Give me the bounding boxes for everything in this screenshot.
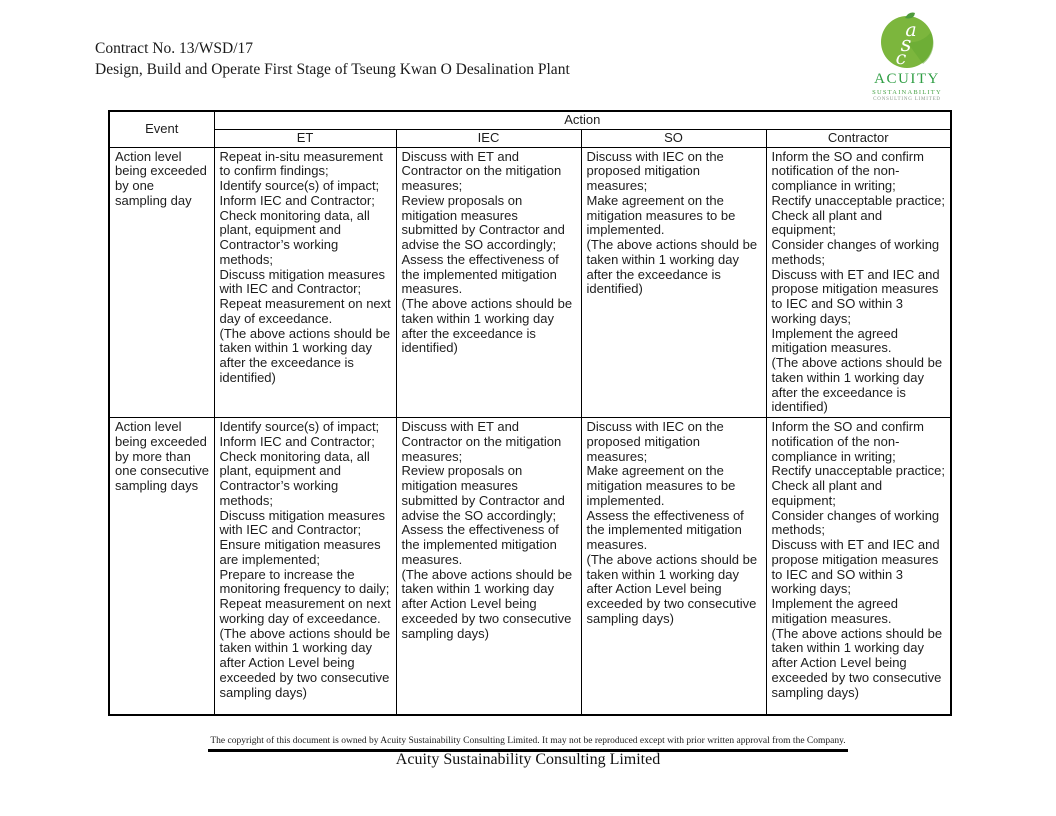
table-header — [109, 111, 951, 147]
event-cell: Action level being exceeded by more than one consecutive sampling days — [109, 418, 214, 715]
action-item: Make agreement on the mitigation measures to be implemented. — [586, 463, 736, 508]
table-header-row-1 — [109, 111, 951, 129]
svg-text:a: a — [905, 19, 917, 41]
header-col-so: SO — [581, 129, 766, 147]
action-item: Inform IEC and Contractor; — [219, 192, 375, 208]
action-item: Repeat measurement on next working day of exceedance. — [219, 596, 391, 626]
logo-subtagline: CONSULTING LIMITED — [873, 97, 941, 102]
action-plan-table — [108, 110, 952, 716]
action-item: Discuss with IEC on the proposed mitigation measures; — [586, 148, 724, 193]
action-item: Inform the SO and confirm notification of the non-compliance in writing; — [771, 419, 924, 464]
action-item: Discuss with ET and Contractor on the mitigation measures; — [401, 419, 562, 464]
action-item: Discuss with IEC on the proposed mitigation measures; — [586, 419, 724, 464]
action-item: (The above actions should be taken within 1 working day after the exceedance is identified) — [401, 296, 573, 356]
action-cell-et — [214, 418, 396, 715]
acuity-logo-icon — [878, 12, 936, 70]
action-item: Inform the SO and confirm notification of the non-compliance in writing; — [771, 148, 924, 193]
action-cell-so — [581, 418, 766, 715]
action-item: Discuss with ET and Contractor on the mitigation measures; — [401, 148, 562, 193]
action-cell-iec — [396, 418, 581, 715]
logo-tagline: SUSTAINABILITY — [872, 89, 942, 96]
action-cell-iec — [396, 147, 581, 418]
company-logo — [872, 12, 942, 102]
action-item: (The above actions should be taken within 1 working day after the exceedance is identified) — [586, 237, 758, 297]
action-item: Consider changes of working methods; — [771, 237, 940, 267]
project-title: Design, Build and Operate First Stage of Tseung Kwan O Desalination Plant — [95, 61, 570, 78]
action-item: Repeat in-situ measurement to confirm findings; — [219, 148, 383, 179]
action-item: Assess the effectiveness of the implemented mitigation measures. — [401, 522, 559, 567]
logo-brand-text: ACUITY — [874, 71, 940, 87]
action-item: Prepare to increase the monitoring frequency to daily; — [219, 566, 390, 597]
action-item: Consider changes of working methods; — [771, 507, 940, 538]
action-item: Identify source(s) of impact; — [219, 178, 380, 193]
action-item: Rectify unacceptable practice; — [771, 192, 945, 208]
table-row — [109, 147, 951, 418]
action-item: Implement the agreed mitigation measures. — [771, 325, 898, 356]
action-cell-contractor — [766, 418, 951, 715]
action-item: Review proposals on mitigation measures submitted by Contractor and advise the SO accordingly; — [401, 463, 565, 523]
action-item: Assess the effectiveness of the implemented mitigation measures. — [401, 251, 559, 297]
action-item: Discuss with ET and IEC and propose mitigation measures to IEC and SO within 3 working days; — [771, 537, 940, 597]
action-item: Check monitoring data, all plant, equipment and Contractor’s working methods; — [219, 207, 370, 267]
copyright-notice: The copyright of this document is owned by Acuity Sustainability Consulting Limited. It may not be reproduced except with prior written approval from the Company. — [210, 736, 846, 746]
table-row — [109, 418, 951, 715]
action-item: (The above actions should be taken within 1 working day after the exceedance is identified) — [771, 355, 943, 415]
footer-company-name: Acuity Sustainability Consulting Limited — [395, 751, 661, 768]
action-item: Review proposals on mitigation measures submitted by Contractor and advise the SO accordingly; — [401, 192, 565, 252]
action-item: (The above actions should be taken within 1 working day after Action Level being exceeded by two consecutive sampling days) — [219, 625, 391, 700]
action-cell-et — [214, 147, 396, 418]
action-cell-contractor — [766, 147, 951, 418]
action-item: Check all plant and equipment; — [771, 207, 883, 238]
action-item: Check monitoring data, all plant, equipment and Contractor’s working methods; — [219, 448, 370, 508]
document-header — [95, 38, 570, 80]
action-item: Discuss with ET and IEC and propose mitigation measures to IEC and SO within 3 working days; — [771, 266, 940, 326]
action-item: Rectify unacceptable practice; — [771, 463, 945, 479]
action-item: Inform IEC and Contractor; — [219, 433, 375, 449]
action-item: Repeat measurement on next day of exceedance. — [219, 296, 391, 326]
header-event: Event — [109, 111, 214, 147]
action-item: Assess the effectiveness of the implemented mitigation measures. — [586, 507, 744, 552]
action-item: Ensure mitigation measures are implemented; — [219, 537, 381, 567]
action-item: Check all plant and equipment; — [771, 478, 883, 508]
action-item: Discuss mitigation measures with IEC and Contractor; — [219, 507, 385, 538]
contract-number: Contract No. 13/WSD/17 — [95, 40, 253, 57]
action-item: (The above actions should be taken within 1 working day after Action Level being exceeded by two consecutive sampling days) — [401, 566, 573, 641]
action-item: Implement the agreed mitigation measures. — [771, 596, 898, 626]
header-col-et: ET — [214, 129, 396, 147]
header-col-iec: IEC — [396, 129, 581, 147]
action-item: Identify source(s) of impact; — [219, 419, 380, 434]
event-cell: Action level being exceeded by one sampling day — [109, 147, 214, 418]
header-action: Action — [214, 111, 951, 129]
svg-text:s: s — [900, 32, 912, 56]
action-item: Make agreement on the mitigation measures to be implemented. — [586, 192, 736, 238]
action-item: Discuss mitigation measures with IEC and Contractor; — [219, 266, 385, 297]
table-header-row-2 — [109, 129, 951, 147]
action-item: (The above actions should be taken within 1 working day after Action Level being exceeded by two consecutive sampling days) — [586, 551, 758, 626]
action-item: (The above actions should be taken within 1 working day after the exceedance is identified) — [219, 325, 391, 385]
header-col-contractor: Contractor — [766, 129, 951, 147]
svg-text:c: c — [895, 47, 907, 69]
table-body — [109, 147, 951, 715]
action-cell-so — [581, 147, 766, 418]
action-item: (The above actions should be taken within 1 working day after Action Level being exceeded by two consecutive sampling days) — [771, 625, 943, 700]
